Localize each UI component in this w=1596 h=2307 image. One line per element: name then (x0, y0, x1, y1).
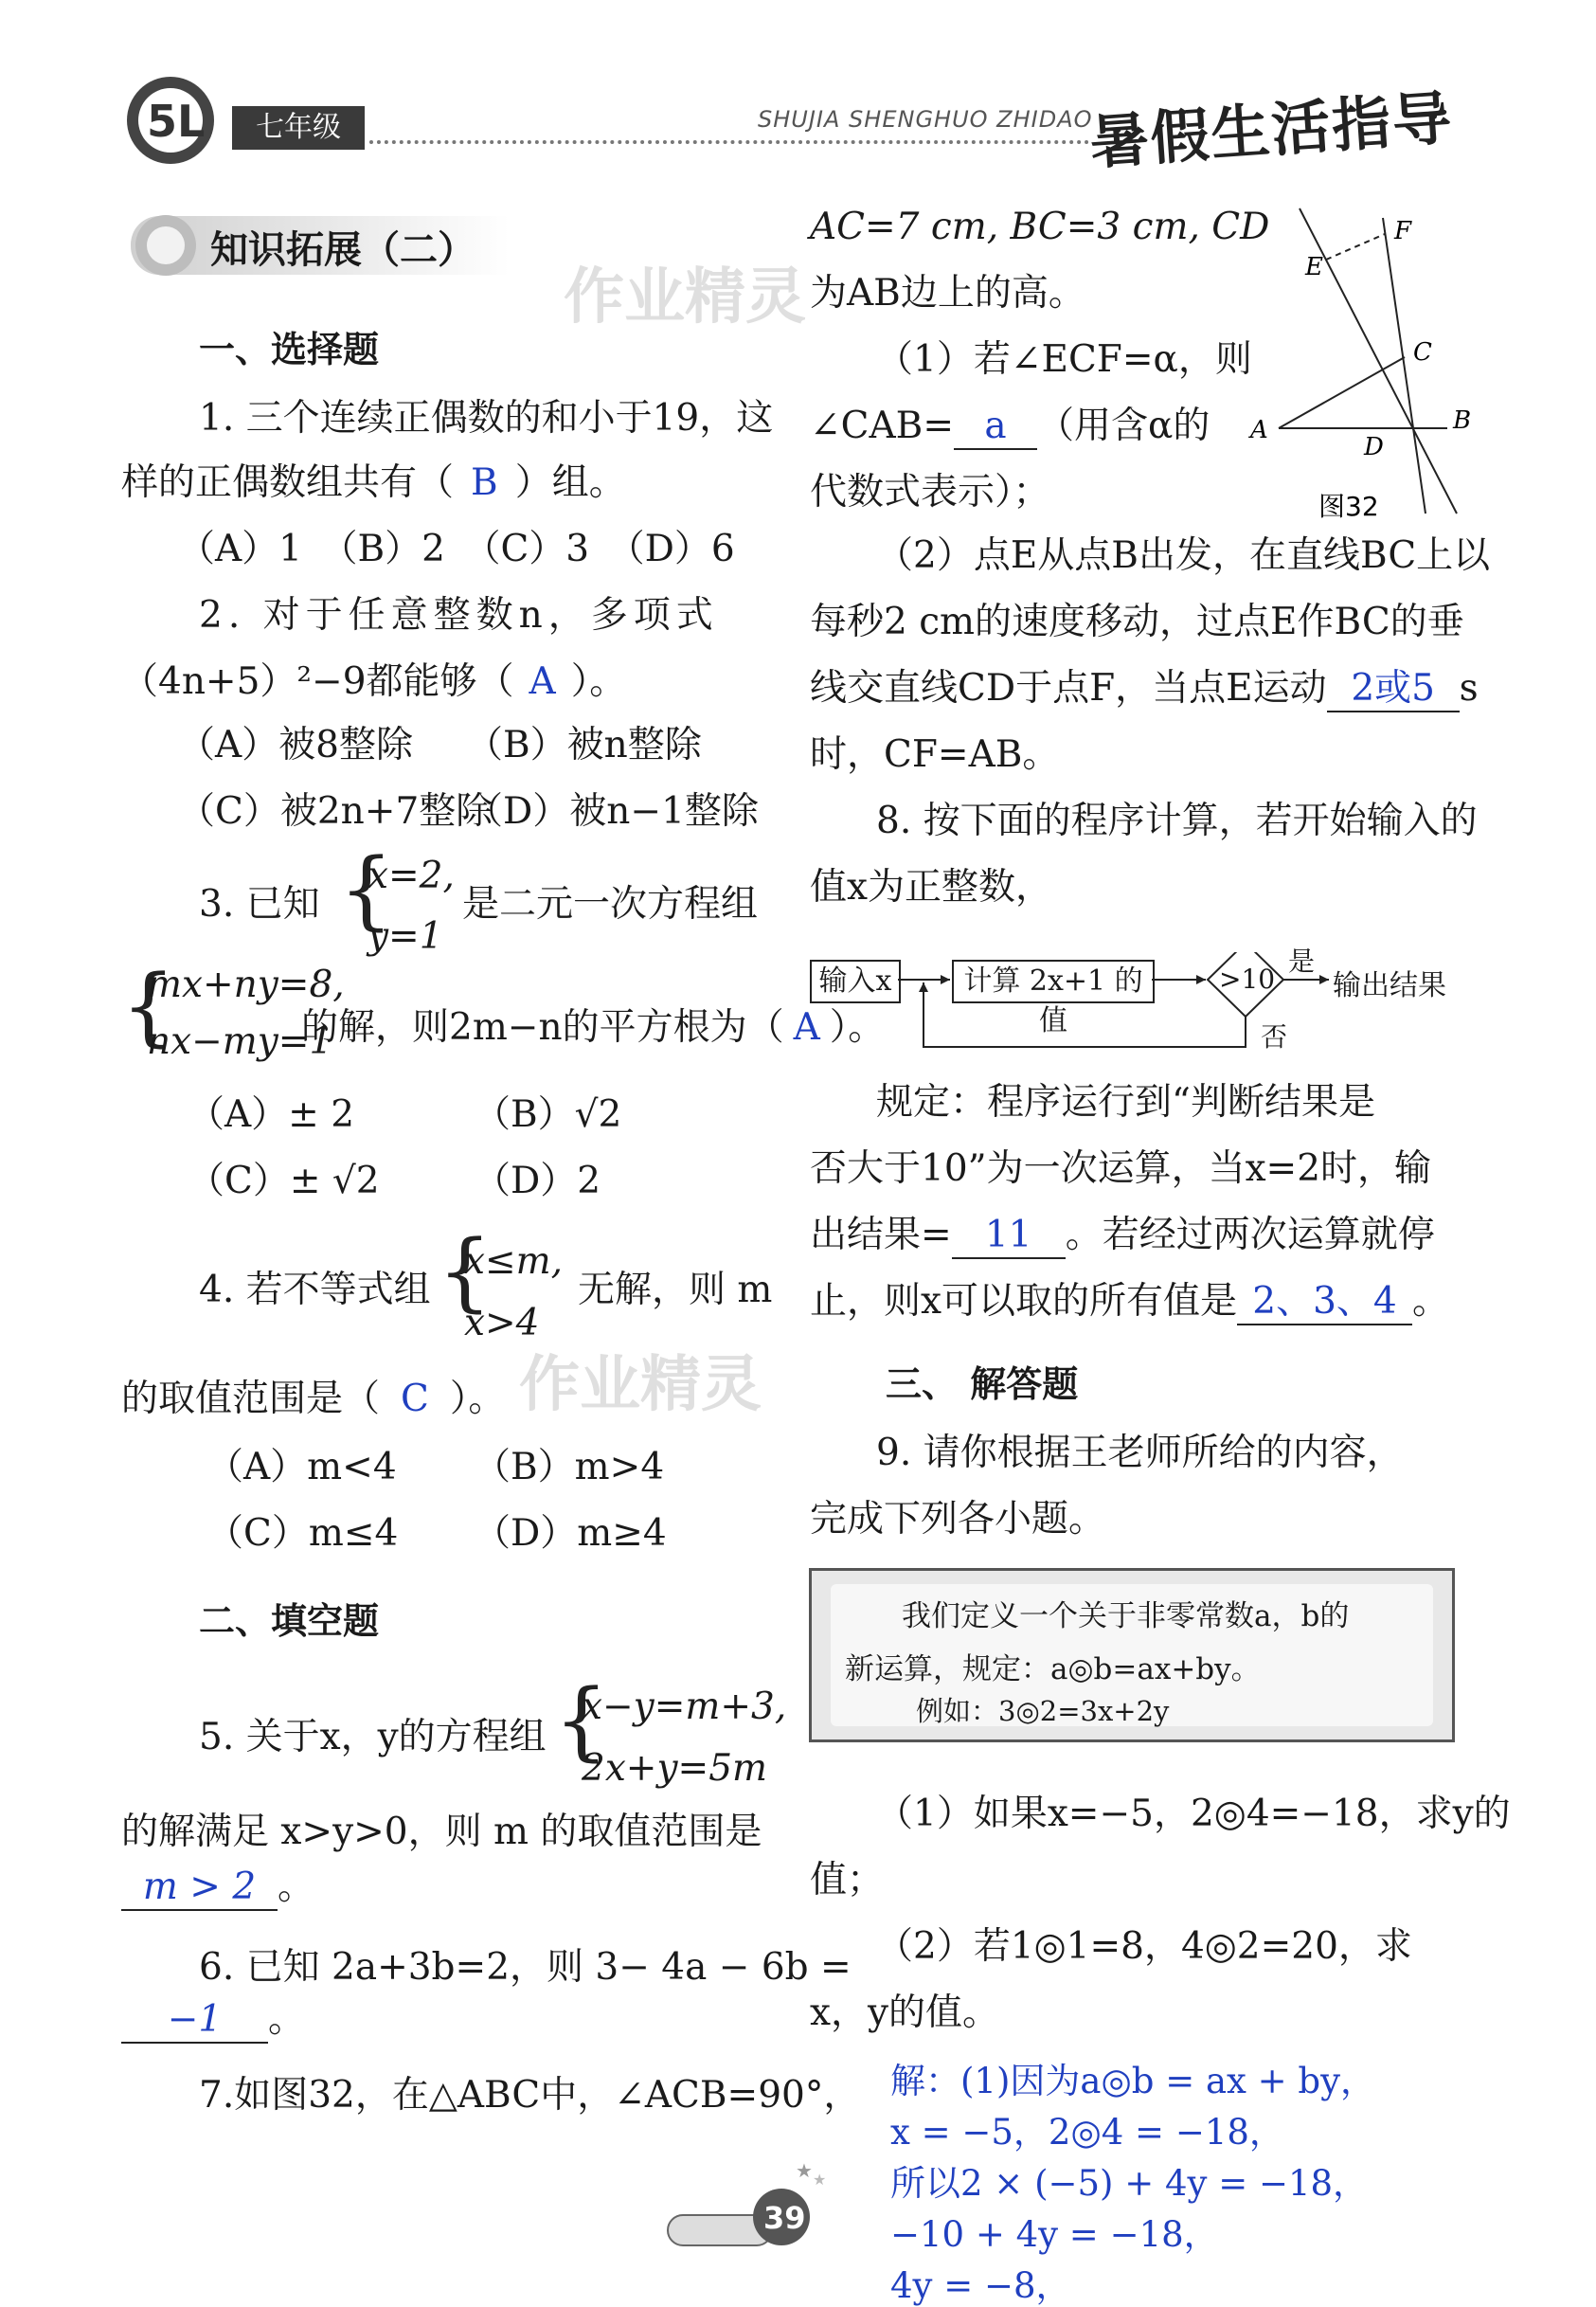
definition-box (809, 1568, 1455, 1742)
q2-text-2: （4n+5）²−9都能够（ A ）。 (121, 660, 627, 703)
header-brand: 暑假生活指导 (1087, 82, 1456, 178)
watermark: 作业精灵 (564, 262, 806, 333)
page-number-badge (654, 2160, 834, 2264)
line-ac (1279, 357, 1405, 428)
q7-2-answer: 2或5 (1327, 668, 1460, 712)
page-number: 39 (763, 2200, 806, 2236)
solution-line-1: 解：(1)因为a◎b = ax + by， (890, 2061, 1376, 2101)
q2-option-a: （A）被8整除 (178, 724, 413, 766)
title-circle-icon (131, 210, 197, 280)
q9-1-text-2: 值； (810, 1859, 885, 1901)
solution-line-2: x = −5，2◎4 = −18， (890, 2112, 1284, 2153)
program-flowchart (810, 946, 1454, 1056)
q3-brace: { (339, 840, 394, 940)
q5-text-2: 的解满足 x>y>0，则 m 的取值范围是 (121, 1811, 762, 1853)
watermark: 作业精灵 (519, 1350, 762, 1420)
q3-text: 3. 已知 (199, 883, 320, 926)
definition-line-1: 我们定义一个关于非零常数a，b的 (902, 1599, 1350, 1633)
q9-1-text: （1）如果x=−5，2◎4=−18，求y的 (876, 1793, 1511, 1835)
q8-text-2: 值x为正整数， (810, 866, 1052, 909)
section-choice-heading: 一、选择题 (199, 329, 380, 370)
q8-text: 8. 按下面的程序计算，若开始输入的 (876, 800, 1478, 842)
q7-2-text-3: 线交直线CD于点F，当点E运动 2或5 s (810, 668, 1479, 712)
q1-answer: B (471, 461, 498, 504)
q4-option-c: （C）m≤4 (206, 1512, 399, 1555)
q7-1-text-2: ∠CAB= a （用含α的 (810, 406, 1210, 450)
solution-line-5: 4y = −8， (890, 2265, 1071, 2306)
q6-answer: −1 (121, 1999, 268, 2044)
solution-line-4: −10 + 4y = −18， (890, 2214, 1219, 2255)
q4-system-line-1: x≤m, (464, 1240, 564, 1283)
grade-label: 七年级 (232, 106, 365, 150)
q4-option-d: （D）m≥4 (474, 1512, 667, 1555)
point-e-label: E (1305, 253, 1323, 281)
q9-text-2: 完成下列各小题。 (810, 1498, 1106, 1541)
q1-text: 1. 三个连续正偶数的和小于19，这 (199, 397, 774, 440)
solution-line-3: 所以2 × (−5) + 4y = −18， (890, 2163, 1369, 2204)
q2-option-b: （B）被n整除 (466, 724, 702, 766)
q5-text: 5. 关于x，y的方程组 (199, 1716, 547, 1758)
section-answer-heading: 三、 解答题 (886, 1363, 1079, 1405)
q3-option-d: （D）2 (474, 1160, 601, 1202)
q6-text: 6. 已知 2a+3b=2，则 3− 4a − 6b = (199, 1946, 852, 1989)
point-f-label: F (1394, 217, 1412, 245)
q3-brace-2: { (121, 957, 176, 1056)
flow-no-label: 否 (1261, 1021, 1288, 1053)
q2-option-d: （D）被n−1整除 (466, 790, 759, 833)
section-title: 知识拓展（二） (210, 228, 475, 272)
svg-text:★: ★ (813, 2171, 827, 2189)
q3-system-1-line-2: y=1 (368, 915, 443, 958)
q8-answer-1: 11 (952, 1215, 1066, 1259)
q4-text-post: 无解，则 m (578, 1269, 773, 1311)
header-pinyin: SHUJIA SHENGHUO ZHIDAO (758, 106, 1093, 133)
q9-text: 9. 请你根据王老师所给的内容， (876, 1432, 1404, 1474)
flow-input-box: 输入x (810, 960, 901, 1003)
q9-2-text-2: x，y的值。 (810, 1992, 1000, 2034)
page-header (0, 0, 1596, 180)
q1-text-2: 样的正偶数组共有（ B ）组。 (121, 461, 626, 504)
q4-text: 4. 若不等式组 (199, 1269, 431, 1311)
q3-option-c: （C）± √2 (188, 1160, 380, 1202)
q5-answer: m > 2 (121, 1866, 278, 1911)
q4-answer: C (401, 1378, 429, 1420)
q4-text-2: 的取值范围是（ C ）。 (121, 1378, 506, 1420)
q9-2-text: （2）若1◎1=8，4◎2=20，求 (876, 1925, 1412, 1968)
q6-blank: −1 。 (121, 1999, 305, 2044)
header-divider (369, 140, 1089, 144)
figure-32 (1231, 201, 1478, 532)
q7-2-text-4: 时，CF=AB。 (810, 733, 1060, 776)
svg-text:5L: 5L (147, 96, 206, 147)
section-fill-heading: 二、填空题 (199, 1600, 380, 1642)
q3-answer: A (793, 1006, 820, 1049)
q5-system-line-1: x−y=m+3, (582, 1685, 787, 1728)
q3-system-2-line-1: mx+ny=8, (147, 964, 345, 1006)
q7-1-text: （1）若∠ECF=α，则 (876, 338, 1252, 381)
q1-options: （A）1 （B）2 （C）3 （D）6 (178, 528, 735, 570)
definition-line-2: 新运算，规定：a◎b=ax+by。 (845, 1652, 1261, 1686)
q4-option-a: （A）m<4 (206, 1446, 397, 1488)
q8-text-4: 止，则x可以取的所有值是 2、3、4 。 (810, 1281, 1449, 1325)
svg-text:★: ★ (796, 2160, 813, 2182)
q4-system-line-2: x>4 (464, 1302, 540, 1344)
figure-caption: 图32 (1318, 491, 1379, 522)
point-d-label: D (1364, 433, 1384, 461)
q3-option-b: （B）√2 (474, 1093, 622, 1136)
q2-text: 2. 对于任意整数n，多项式 (199, 594, 719, 637)
point-a-label: A (1250, 416, 1268, 444)
flow-condition: >10 (1219, 964, 1276, 995)
q7-text-2: AC=7 cm, BC=3 cm, CD (810, 206, 1270, 248)
q2-answer: A (529, 660, 556, 703)
q8-text-3: 出结果= 11 。若经过两次运算就停 (810, 1215, 1435, 1259)
q3-text-mid: 是二元一次方程组 (462, 883, 759, 926)
q7-2-text: （2）点E从点B出发，在直线BC上以 (876, 534, 1491, 577)
q7-1-text-3: 代数式表示）； (810, 471, 1050, 514)
flow-yes-label: 是 (1288, 946, 1316, 977)
q7-2-text-2: 每秒2 cm的速度移动，过点E作BC的垂 (810, 601, 1464, 643)
line-ef (1326, 234, 1385, 260)
q8-rule-2: 否大于10”为一次运算，当x=2时，输 (810, 1147, 1432, 1190)
q5-system-line-2: 2x+y=5m (582, 1747, 767, 1790)
point-c-label: C (1413, 338, 1432, 367)
flow-output: 输出结果 (1333, 969, 1446, 1002)
point-b-label: B (1453, 406, 1472, 435)
q7-text: 7.如图32，在△ABC中，∠ACB=90°， (199, 2074, 861, 2117)
q4-brace: { (438, 1222, 493, 1322)
q2-option-c: （C）被2n+7整除 (178, 790, 493, 833)
q3-system-2-line-2: nx−my=1 (147, 1020, 333, 1063)
q7-1-answer: a (954, 406, 1037, 450)
publisher-logo (118, 68, 223, 172)
q3-option-a: （A）± 2 (188, 1093, 355, 1136)
q3-system-1-line-1: x=2, (368, 855, 455, 897)
q8-answer-2: 2、3、4 (1237, 1281, 1412, 1325)
definition-line-3: 例如：3◎2=3x+2y (916, 1695, 1170, 1727)
q8-rule: 规定：程序运行到“判断结果是 (876, 1081, 1375, 1124)
flow-compute-box: 计算 2x+1 的值 (952, 960, 1155, 1003)
q5-brace: { (554, 1671, 609, 1771)
q7-text-3: 为AB边上的高。 (810, 272, 1085, 315)
q4-option-b: （B）m>4 (474, 1446, 665, 1488)
q5-blank: m > 2 。 (121, 1866, 314, 1911)
q3-text-post: 的解，则2m−n的平方根为（ A ）。 (301, 1006, 886, 1049)
